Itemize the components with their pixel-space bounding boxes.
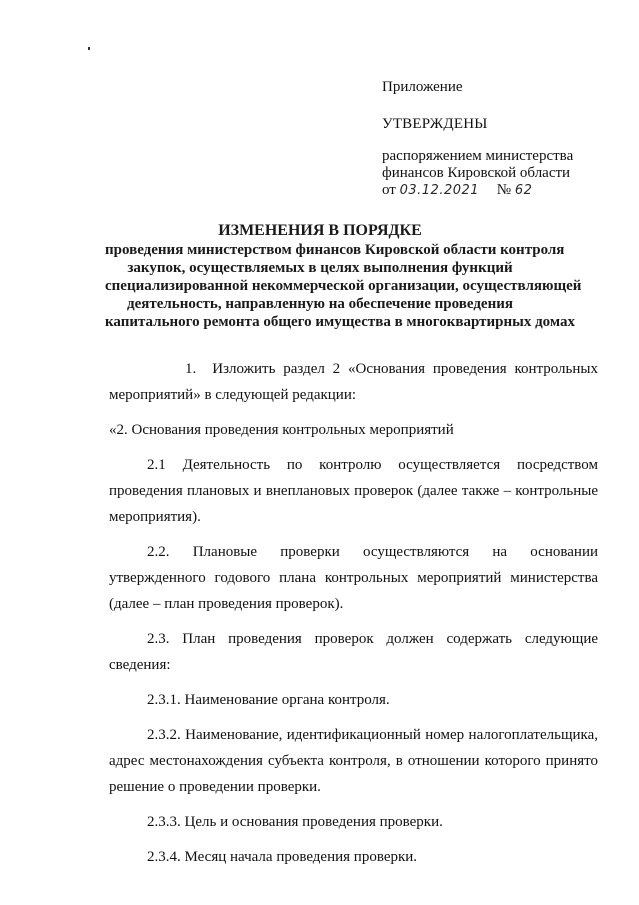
paragraph-number: 1.: [185, 361, 197, 377]
document-body: [109, 356, 598, 879]
section-heading: «2. Основания проведения контрольных мероприятий: [109, 422, 454, 438]
from-label: от: [382, 182, 396, 198]
approval-order-line: финансов Кировской области: [382, 165, 571, 181]
handwritten-date: 03.12.2021: [399, 183, 480, 198]
title-line: капитального ремонта общего имущества в многоквартирных домах: [105, 314, 575, 330]
paragraph-2-3-2: 2.3.2. Наименование, идентификационный номер налогоплательщика, адрес местонахождения субъекта контроля, в отношении которого принято решение о проведении проверки.: [109, 727, 598, 795]
title-main: ИЗМЕНЕНИЯ В ПОРЯДКЕ: [218, 222, 422, 239]
title-line: деятельность, направленную на обеспечение проведения: [127, 296, 513, 312]
paragraph-1: [109, 356, 598, 408]
paragraph-2-2: 2.2. Плановые проверки осуществляются на основании утвержденного годового плана контрольных мероприятий министерства (далее – план проведения проверок).: [109, 544, 598, 612]
paragraph-2-3-1: 2.3.1. Наименование органа контроля.: [147, 692, 390, 708]
paragraph-2-3-3: 2.3.3. Цель и основания проведения проверки.: [147, 814, 443, 830]
document-title: [105, 222, 582, 331]
paragraph-text: Изложить раздел 2 «Основания проведения контрольных мероприятий» в следующей редакции:: [109, 361, 598, 403]
title-line: проведения министерством финансов Кировской области контроля: [105, 242, 565, 258]
approval-order-line: распоряжением министерства: [382, 148, 574, 164]
title-line: закупок, осуществляемых в целях выполнения функций: [127, 260, 513, 276]
paragraph-2-3-4: 2.3.4. Месяц начала проведения проверки.: [147, 849, 418, 865]
approval-date-line: [382, 182, 612, 199]
annex-label: Приложение: [382, 79, 463, 95]
paragraph-2-1: 2.1 Деятельность по контролю осуществляется посредством проведения плановых и внеплановых проверок (далее также – контрольные мероприятия).: [109, 457, 598, 525]
scan-speck: [88, 47, 90, 50]
paragraph-2-3: 2.3. План проведения проверок должен содержать следующие сведения:: [109, 631, 598, 673]
approved-label: УТВЕРЖДЕНЫ: [382, 116, 488, 132]
approval-order-block: [382, 148, 612, 199]
number-sign: №: [496, 182, 512, 198]
handwritten-number: 62: [514, 183, 533, 198]
title-line: специализированной некоммерческой организации, осуществляющей: [105, 278, 582, 294]
